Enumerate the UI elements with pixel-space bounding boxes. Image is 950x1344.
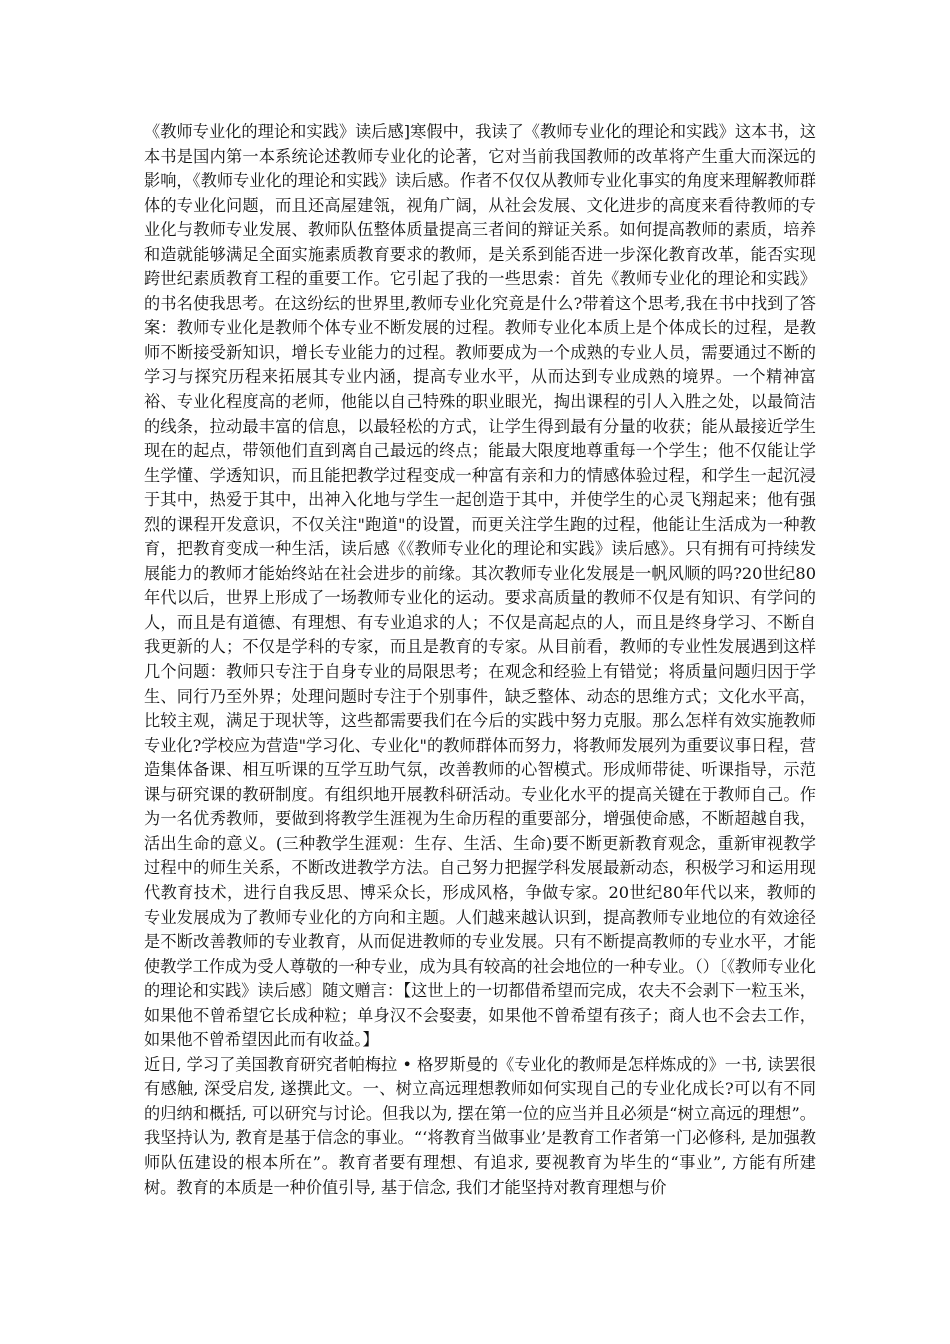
- paragraph-book-review: 《教师专业化的理论和实践》读后感]寒假中，我读了《教师专业化的理论和实践》这本书，这本书是国内第一本系统论述教师专业化的论著，它对当前我国教师的改革将产生重大而深远的影响，《教师专业化的理论和实践》读后感。作者不仅仅从教师专业化事实的角度来理解教师群体的专业化问题，而且还高屋建瓴，视角广阔，从社会发展、文化进步的高度来看待教师的专业化与教师专业发展、教师队伍整体质量提高三者间的辩证关系。如何提高教师的素质，培养和造就能够满足全面实施素质教育要求的教师，是关系到能否进一步深化教育改革，能否实现跨世纪素质教育工程的重要工作。它引起了我的一些思索：首先《教师专业化的理论和实践》的书名使我思考。在这纷纭的世界里,教师专业化究竟是什么?带着这个思考,我在书中找到了答案：教师专业化是教师个体专业不断发展的过程。教师专业化本质上是个体成长的过程，是教师不断接受新知识，增长专业能力的过程。教师要成为一个成熟的专业人员，需要通过不断的学习与探究历程来拓展其专业内涵，提高专业水平，从而达到专业成熟的境界。一个精神富裕、专业化程度高的老师，他能以自己特殊的职业眼光，掏出课程的引人入胜之处，以最简洁的线条，拉动最丰富的信息，以最轻松的方式，让学生得到最有分量的收获；能从最接近学生现在的起点，带领他们直到离自己最远的终点；能最大限度地尊重每一个学生；他不仅能让学生学懂、学透知识，而且能把教学过程变成一种富有亲和力的情感体验过程，和学生一起沉浸于其中，热爱于其中，出神入化地与学生一起创造于其中，并使学生的心灵飞翔起来；他有强烈的课程开发意识，不仅关注"跑道"的设置，而更关注学生跑的过程，他能让生活成为一种教育，把教育变成一种生活，读后感《《教师专业化的理论和实践》读后感》。只有拥有可持续发展能力的教师才能始终站在社会进步的前缘。其次教师专业化发展是一帆风顺的吗?20世纪80年代以后，世界上形成了一场教师专业化的运动。要求高质量的教师不仅是有知识、有学问的人，而且是有道德、有理想、有专业追求的人；不仅是高起点的人，而且是终身学习、不断自我更新的人；不仅是学科的专家，而且是教育的专家。从目前看，教师的专业性发展遇到这样几个问题：教师只专注于自身专业的局限思考；在观念和经验上有错觉；将质量问题归因于学生、同行乃至外界；处理问题时专注于个别事件，缺乏整体、动态的思维方式；文化水平高，比较主观，满足于现状等，这些都需要我们在今后的实践中努力克服。那么怎样有效实施教师专业化?学校应为营造"学习化、专业化"的教师群体而努力，将教师发展列为重要议事日程，营造集体备课、相互听课的互学互助气氛，改善教师的心智模式。形成师带徒、听课指导，示范课与研究课的教研制度。有组织地开展教科研活动。专业化水平的提高关键在于教师自己。作为一名优秀教师，要做到将教学生涯视为生命历程的重要部分，增强使命感，不断超越自我，活出生命的意义。(三种教学生涯观：生存、生活、生命)要不断更新教育观念，重新审视教学过程中的师生关系，不断改进教学方法。自己努力把握学科发展最新动态，积极学习和运用现代教育技术，进行自我反思、博采众长，形成风格，争做专家。20世纪80年代以来，教师的专业发展成为了教师专业化的方向和主题。人们越来越认识到，提高教师专业地位的有效途径是不断改善教师的专业教育，从而促进教师的专业发展。只有不断提高教师的专业水平，才能使教学工作成为受人尊敬的一种专业，成为具有较高的社会地位的一种专业。（）〔《教师专业化的理论和实践》读后感〕随文赠言：【这世上的一切都借希望而完成，农夫不会剥下一粒玉米，如果他不曾希望它长成种粒；单身汉不会娶妻，如果他不曾希望有孩子；商人也不会去工作，如果他不曾希望因此而有收益。】: [144, 122, 816, 1050]
- document-body: [144, 120, 816, 1200]
- paragraph-professional-teacher: 近日, 学习了美国教育研究者帕梅拉 • 格罗斯曼的《专业化的教师是怎样炼成的》一书, 读罢很有感触, 深受启发, 遂撰此文。一、树立高远理想教师如何实现自己的专业化成长?可以有不同的归纳和概括, 可以研究与讨论。但我以为, 摆在第一位的应当并且必须是“树立高远的理想”。我坚持认为, 教育是基于信念的事业。“‘将教育当做事业’是教育工作者第一门必修科, 是加强教师队伍建设的根本所在”。教育者要有理想、有追求, 要视教育为毕生的“事业”, 方能有所建树。教育的本质是一种价值引导, 基于信念, 我们才能坚持对教育理想与价: [144, 1054, 816, 1197]
